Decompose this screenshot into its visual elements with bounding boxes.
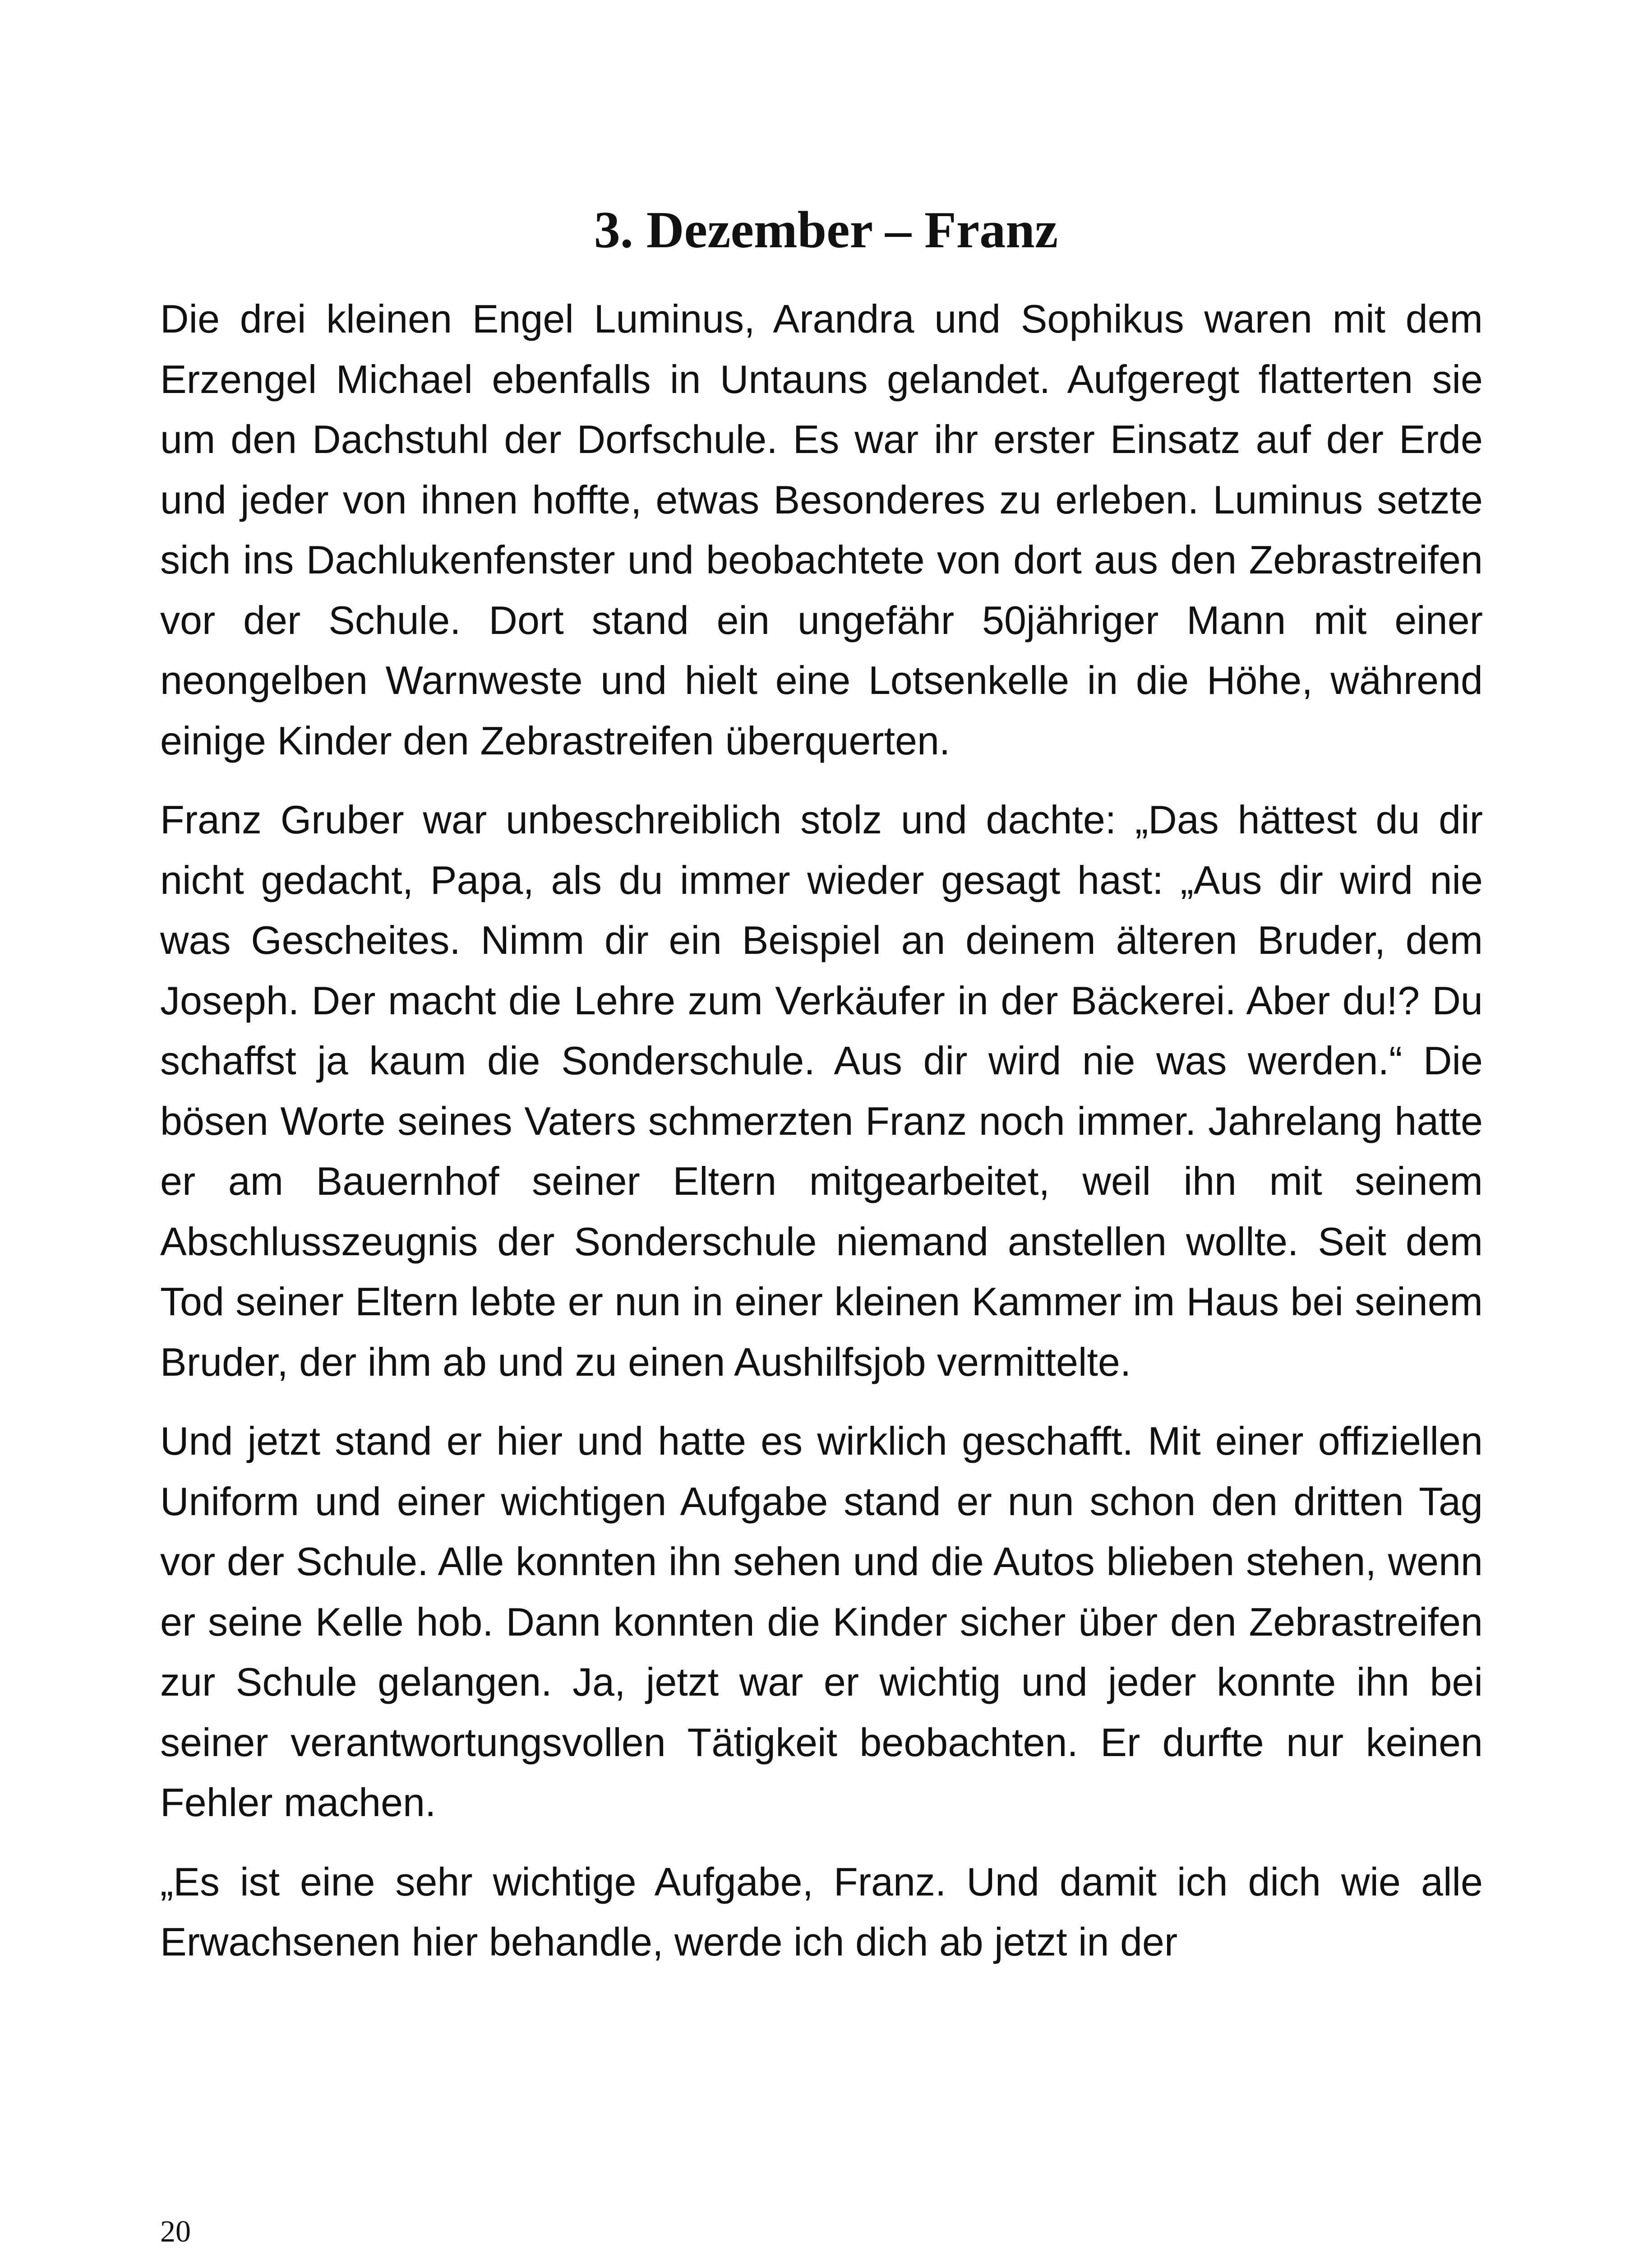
page-number: 20 [160, 2214, 191, 2248]
chapter-body [160, 289, 1483, 1991]
paragraph-2: Franz Gruber war unbeschreiblich stolz und dachte: „Das hättest du dir nicht gedacht, Papa, als du immer wieder gesagt hast: „Aus dir wird nie was Gescheites. Nimm dir ein Beispiel an deinem älteren Bruder, dem Joseph. Der macht die Lehre zum Verkäufer in der Bäckerei. Aber du!? Du schaffst ja kaum die Sonderschule. Aus dir wird nie was werden.“ Die bösen Worte seines Vaters schmerzten Franz noch immer. Jahrelang hatte er am Bauernhof seiner Eltern mitgearbeitet, weil ihn mit seinem Abschlusszeugnis der Sonderschule niemand anstellen wollte. Seit dem Tod seiner Eltern lebte er nun in einer kleinen Kammer im Haus bei seinem Bruder, der ihm ab und zu einen Aushilfsjob vermittelte. [160, 797, 1483, 1384]
paragraph-3: Und jetzt stand er hier und hatte es wirklich geschafft. Mit einer offiziellen Uniform und einer wichtigen Aufgabe stand er nun schon den dritten Tag vor der Schule. Alle konnten ihn sehen und die Autos blieben stehen, wenn er seine Kelle hob. Dann konnten die Kinder sicher über den Zebrastreifen zur Schule gelangen. Ja, jetzt war er wichtig und jeder konnte ihn bei seiner verantwortungsvollen Tätigkeit beobachten. Er durfte nur keinen Fehler machen. [160, 1419, 1483, 1825]
paragraph-1: Die drei kleinen Engel Luminus, Arandra und Sophikus waren mit dem Erzengel Michael ebenfalls in Untauns gelandet. Aufgeregt flatterten sie um den Dachstuhl der Dorfschule. Es war ihr erster Einsatz auf der Erde und jeder von ihnen hoffte, etwas Besonderes zu erleben. Luminus setzte sich ins Dachlukenfenster und beobachtete von dort aus den Zebrastreifen vor der Schule. Dort stand ein ungefähr 50jähriger Mann mit einer neongelben Warnweste und hielt eine Lotsenkelle in die Höhe, während einige Kinder den Zebrastreifen überquerten. [160, 296, 1483, 763]
chapter-title: 3. Dezember – Franz [594, 201, 1058, 259]
paragraph-4: „Es ist eine sehr wichtige Aufgabe, Franz. Und damit ich dich wie alle Erwachsenen hier behandle, werde ich dich ab jetzt in der [160, 1859, 1483, 1964]
